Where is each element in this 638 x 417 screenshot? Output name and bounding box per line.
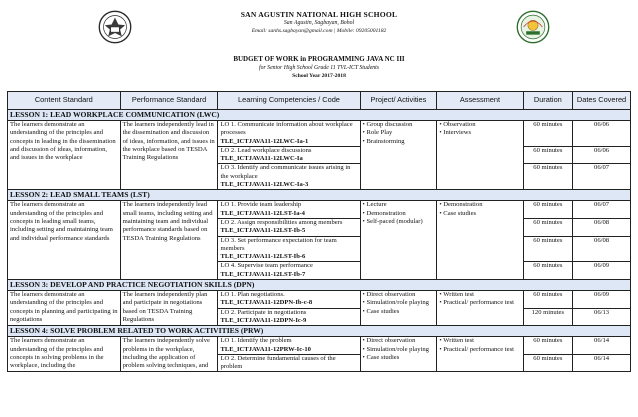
- date-cell: 06/06: [573, 146, 631, 164]
- column-header-content-standard: Content Standard: [8, 92, 121, 110]
- list-item: • Simulation/role playing: [363, 299, 435, 307]
- competency-code: TLE_ICTJAVA11-12LWC-Ia-3: [220, 181, 309, 189]
- competency-code: TLE_ICTJAVA11-12LST-Ia-4: [220, 209, 305, 217]
- competency-text: LO 1. Communicate information about workplace processes: [220, 121, 353, 137]
- list-item: • Self-paced (modular): [363, 218, 435, 226]
- table-header-row: [8, 92, 631, 110]
- list-item: • Case studies: [363, 354, 435, 362]
- competency-cell: [218, 146, 360, 164]
- date-cell: 06/06: [573, 121, 631, 147]
- competency-code: TLE_ICTJAVA11-12DPN-Ib-c-8: [220, 299, 313, 307]
- activities-cell: [360, 201, 437, 280]
- lesson-title-row: [8, 190, 631, 201]
- list-item: • Direct observation: [363, 337, 435, 345]
- duration-cell: 60 minutes: [523, 201, 572, 219]
- content-standard-cell: The learners demonstrate an understanding of the principles and concepts in leading small teams, including setting and maintaining team and individual performance standards: [8, 201, 121, 280]
- list-item: • Role Play: [363, 129, 435, 137]
- competency-text: LO 2. Participate in negotiations: [220, 308, 307, 316]
- column-header-dates-covered: Dates Covered: [573, 92, 631, 110]
- date-cell: 06/09: [573, 262, 631, 280]
- duration-cell: 60 minutes: [523, 291, 572, 309]
- competency-code: TLE_ICTJAVA11-12LWC-Ia: [220, 155, 303, 163]
- content-standard-cell: The learners demonstrate an understanding of the principles and concepts in planning and participating in negotiations: [8, 291, 121, 326]
- list-item: • Direct observation: [363, 291, 435, 299]
- table-row: [8, 337, 631, 355]
- lesson-title-row: [8, 280, 631, 291]
- table-row: [8, 201, 631, 219]
- assessment-cell: [437, 121, 523, 190]
- activities-cell: [360, 121, 437, 190]
- column-header-duration: Duration: [523, 92, 572, 110]
- competency-text: LO 1. Provide team leadership: [220, 201, 302, 209]
- performance-standard-cell: The learners independently plan and participate in negotiations based on TESDA Training Regulations: [120, 291, 218, 326]
- column-header-performance-standard: Performance Standard: [120, 92, 218, 110]
- list-item: • Demonstration: [363, 210, 435, 218]
- competency-text: LO 4. Supervise team performance: [220, 262, 313, 270]
- performance-standard-cell: The learners independently solve problems in the workplace, including the application of problem solving techniques, and: [120, 337, 218, 372]
- competency-text: LO 3. Identify and communicate issues arising in the workplace: [220, 164, 351, 180]
- list-item: • Observation: [439, 121, 520, 129]
- lesson-title: LESSON 2: LEAD SMALL TEAMS (LST): [8, 190, 631, 201]
- school-contact: Email: sanhs.sagbayan@gmail.com | Mobile: 09205001182: [251, 28, 387, 34]
- competency-cell: [218, 236, 360, 262]
- document-title: BUDGET OF WORK in PROGRAMMING JAVA NC III: [233, 55, 405, 63]
- competency-code: TLE_ICTJAVA11-12LST-Ib-5: [220, 227, 306, 235]
- content-standard-cell: The learners demonstrate an understanding of the principles and concepts in leading in the dissemination and discussion of ideas, information, and issues in the workplace: [8, 121, 121, 190]
- duration-cell: 60 minutes: [523, 337, 572, 355]
- competency-text: LO 2. Assign responsibilities among members: [220, 218, 343, 226]
- date-cell: 06/13: [573, 308, 631, 326]
- duration-cell: 60 minutes: [523, 146, 572, 164]
- school-name: SAN AGUSTIN NATIONAL HIGH SCHOOL: [240, 10, 398, 19]
- competency-code: TLE_ICTJAVA11-12LWC-Ia-1: [220, 137, 309, 145]
- lesson-title-row: [8, 326, 631, 337]
- school-address: San Agustin, Sagbayan, Bohol: [283, 20, 355, 26]
- date-cell: 06/07: [573, 201, 631, 219]
- list-item: • Written test: [439, 337, 520, 345]
- activities-cell: [360, 291, 437, 326]
- date-cell: 06/09: [573, 291, 631, 309]
- competency-cell: [218, 308, 360, 326]
- column-header-learning-competencies: Learning Competencies / Code: [218, 92, 360, 110]
- competency-cell: [218, 354, 360, 372]
- competency-cell: [218, 337, 360, 355]
- lesson-title: LESSON 1: LEAD WORKPLACE COMMUNICATION (LWC): [8, 110, 631, 121]
- duration-cell: 60 minutes: [523, 121, 572, 147]
- date-cell: 06/07: [573, 164, 631, 190]
- competency-cell: [218, 291, 360, 309]
- date-cell: 06/08: [573, 236, 631, 262]
- budget-of-work-table: [7, 91, 631, 372]
- competency-text: LO 2. Lead workplace discussions: [220, 146, 312, 154]
- assessment-cell: [437, 291, 523, 326]
- competency-cell: [218, 164, 360, 190]
- table-row: [8, 291, 631, 309]
- competency-code: TLE_ICTJAVA11-12LST-Ib-7: [220, 270, 306, 278]
- competency-cell: [218, 262, 360, 280]
- duration-cell: 60 minutes: [523, 354, 572, 372]
- lesson-title: LESSON 3: DEVELOP AND PRACTICE NEGOTIATION SKILLS (DPN): [8, 280, 631, 291]
- duration-cell: 120 minutes: [523, 308, 572, 326]
- competency-cell: [218, 121, 360, 147]
- competency-code: TLE_ICTJAVA11-12LST-Ib-6: [220, 253, 306, 261]
- assessment-cell: [437, 201, 523, 280]
- lesson-title: LESSON 4: SOLVE PROBLEM RELATED TO WORK ACTIVITIES (PRW): [8, 326, 631, 337]
- competency-text: LO 1. Identify the problem: [220, 337, 292, 345]
- assessment-cell: [437, 337, 523, 372]
- performance-standard-cell: The learners independently lead small teams, including setting and maintaining team and individual performance standards based on TESDA Training Regulations: [120, 201, 218, 280]
- table-row: [8, 121, 631, 147]
- date-cell: 06/14: [573, 337, 631, 355]
- performance-standard-cell: The learners independently lead in the dissemination and discussion of ideas, information, and issues in the workplace based on TESDA Training Regulations: [120, 121, 218, 190]
- list-item: • Case studies: [439, 210, 520, 218]
- competency-text: LO 1. Plan negotiations.: [220, 291, 285, 299]
- competency-code: TLE_ICTJAVA11-12DPN-Ic-9: [220, 316, 307, 324]
- competency-code: TLE_ICTJAVA11-12PRW-Ic-10: [220, 345, 311, 353]
- list-item: • Practical/ performance test: [439, 346, 520, 354]
- list-item: • Brainstorming: [363, 138, 435, 146]
- date-cell: 06/14: [573, 354, 631, 372]
- document-header: [0, 0, 638, 79]
- list-item: • Interviews: [439, 129, 520, 137]
- list-item: • Lecture: [363, 201, 435, 209]
- lesson-title-row: [8, 110, 631, 121]
- list-item: • Simulation/role playing: [363, 346, 435, 354]
- competency-cell: [218, 218, 360, 236]
- duration-cell: 60 minutes: [523, 218, 572, 236]
- list-item: • Written test: [439, 291, 520, 299]
- date-cell: 06/08: [573, 218, 631, 236]
- content-standard-cell: The learners demonstrate an understanding of the principles and concepts in solving problems in the workplace, including the: [8, 337, 121, 372]
- competency-text: LO 2. Determine fundamental causes of the problem: [220, 354, 336, 371]
- duration-cell: 60 minutes: [523, 164, 572, 190]
- list-item: • Demonstration: [439, 201, 520, 209]
- competency-cell: [218, 201, 360, 219]
- document-subtitle: for Senior High School Grade 11 TVL-ICT Students: [258, 65, 380, 71]
- column-header-project-activities: Project/ Activities: [360, 92, 437, 110]
- list-item: • Practical/ performance test: [439, 299, 520, 307]
- column-header-assessment: Assessment: [437, 92, 523, 110]
- activities-cell: [360, 337, 437, 372]
- school-year: School Year 2017-2018: [292, 73, 346, 79]
- list-item: • Case studies: [363, 308, 435, 316]
- duration-cell: 60 minutes: [523, 236, 572, 262]
- duration-cell: 60 minutes: [523, 262, 572, 280]
- competency-text: LO 3. Set performance expectation for team members: [220, 236, 337, 252]
- list-item: • Group discussion: [363, 121, 435, 129]
